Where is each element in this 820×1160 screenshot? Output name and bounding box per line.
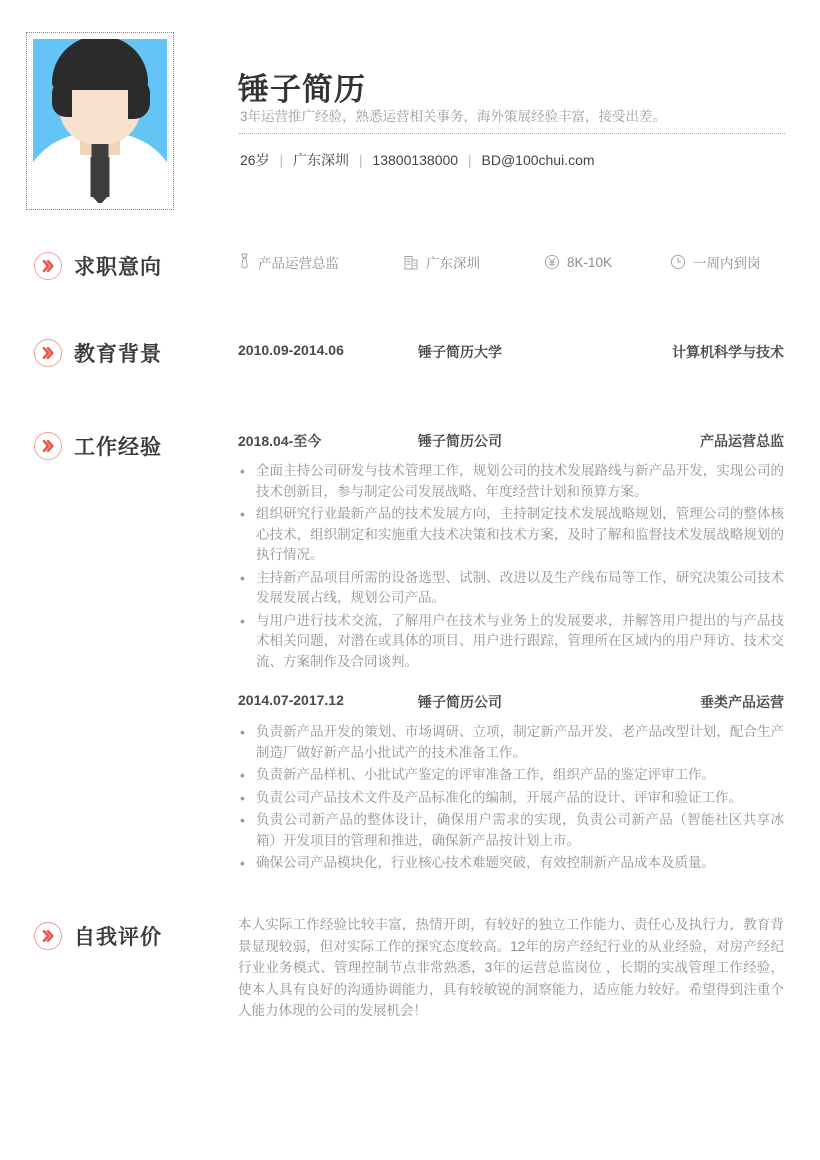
header-divider	[239, 133, 785, 134]
section-heading-experience	[34, 431, 162, 461]
section-heading-job-intent	[34, 251, 162, 281]
avatar-hair	[52, 39, 148, 90]
experience-duty-list	[238, 461, 784, 674]
contact-email: BD@100chui.com	[481, 152, 595, 168]
job-intent-salary	[544, 254, 670, 270]
experience-period: 2014.07-2017.12	[238, 692, 344, 708]
job-intent-city-label: 广东深圳	[426, 256, 480, 271]
experience-role: 产品运营总监	[700, 433, 784, 449]
experience-duty-list	[238, 722, 784, 876]
contact-separator: |	[358, 152, 363, 168]
profile-photo-frame	[26, 32, 174, 210]
list-item: • 主持新产品项目所需的设备选型、试制、改进以及生产线布局等工作，研究决策公司技术发展发展占线，规划公司产品。	[238, 568, 784, 609]
list-item: • 负责新产品样机、小批试产鉴定的评审准备工作，组织产品的鉴定评审工作。	[238, 765, 784, 786]
education-school: 锤子简历大学	[418, 344, 502, 360]
contact-separator: |	[279, 152, 284, 168]
chevron-right-icon	[34, 432, 62, 460]
list-item: • 负责公司新产品的整体设计，确保用户需求的实现，负责公司新产品（智能社区共享冰箱）开发项目的管理和推进，确保新产品按计划上市。	[238, 810, 784, 851]
job-intent-availability	[670, 252, 761, 272]
list-item: • 负责公司产品技术文件及产品标准化的编制，开展产品的设计、评审和验证工作。	[238, 788, 784, 809]
job-intent-position-label: 产品运营总监	[258, 256, 339, 271]
section-heading-education	[34, 338, 162, 368]
section-heading-self-evaluation	[34, 921, 162, 951]
education-period: 2010.09-2014.06	[238, 342, 344, 358]
education-major: 计算机科学与技术	[672, 344, 784, 360]
experience-entry-header	[238, 692, 784, 712]
list-item: • 全面主持公司研发与技术管理工作，规划公司的技术发展路线与新产品开发，实现公司的技术创新目，参与制定公司发展战略、年度经营计划和预算方案。	[238, 461, 784, 502]
section-title: 教育背景	[74, 343, 162, 366]
experience-company: 锤子简历公司	[418, 433, 502, 449]
avatar-tie-body	[91, 157, 110, 197]
education-entry	[238, 342, 784, 362]
yen-icon	[544, 254, 560, 270]
experience-entry-header	[238, 431, 784, 451]
contact-line	[240, 150, 595, 170]
list-item: • 确保公司产品模块化，行业核心技术难题突破，有效控制新产品成本及质量。	[238, 853, 784, 874]
list-item: • 组织研究行业最新产品的技术发展方向，主持制定技术发展战略规划，管理公司的整体核心技术，组织制定和实施重大技术决策和技术方案，及时了解和监督技术发展战略规划的执行情况。	[238, 504, 784, 566]
candidate-name: 锤子简历	[238, 72, 366, 107]
experience-company: 锤子简历公司	[418, 694, 502, 710]
experience-role: 垂类产品运营	[700, 694, 784, 710]
section-title: 工作经验	[74, 436, 162, 459]
section-title: 自我评价	[74, 926, 162, 949]
clock-icon	[670, 254, 686, 270]
contact-age: 26岁	[240, 152, 270, 168]
building-icon	[404, 254, 419, 270]
self-evaluation-text: 本人实际工作经验比较丰富，热情开朗，有较好的独立工作能力、责任心及执行力，教育背景显现较弱，但对实际工作的探究态度较高。12年的房产经纪行业的从业经验，对房产经纪行业业务模式、管理控制节点非常熟悉，3年的运营总监岗位 ，长期的实战管理工作经验，使本人具有良好的沟通协调能力，具有较敏锐的洞察能力，适应能力较好。希望得到注重个人能力体现的公司的发展机会！	[238, 917, 784, 1018]
job-intent-row	[238, 252, 798, 272]
avatar-tie-tip	[91, 195, 109, 203]
chevron-right-icon	[34, 252, 62, 280]
job-intent-city	[404, 252, 544, 272]
profile-photo	[33, 39, 167, 203]
chevron-right-icon	[34, 922, 62, 950]
contact-location: 广东深圳	[293, 152, 349, 168]
list-item: • 负责新产品开发的策划、市场调研、立项，制定新产品开发、老产品改型计划，配合生产制造厂做好新产品小批试产的技术准备工作。	[238, 722, 784, 763]
job-intent-availability-label: 一周内到岗	[693, 256, 761, 271]
experience-period: 2018.04-至今	[238, 433, 322, 449]
candidate-tagline: 3年运营推广经验，熟悉运营相关事务，海外策展经验丰富，接受出差。	[240, 109, 667, 124]
section-title: 求职意向	[74, 256, 162, 279]
tie-icon	[238, 253, 251, 272]
list-item: • 与用户进行技术交流，了解用户在技术与业务上的发展要求，并解答用户提出的与产品技术相关问题，对潜在或具体的项目、用户进行跟踪，管理所在区域内的用户拜访、技术交流、方案制作及合同谈判。	[238, 611, 784, 673]
contact-separator: |	[467, 152, 472, 168]
chevron-right-icon	[34, 339, 62, 367]
job-intent-salary-label: 8K-10K	[567, 254, 613, 270]
resume-header	[0, 0, 820, 232]
contact-phone: 13800138000	[372, 152, 459, 168]
job-intent-position	[238, 252, 404, 272]
